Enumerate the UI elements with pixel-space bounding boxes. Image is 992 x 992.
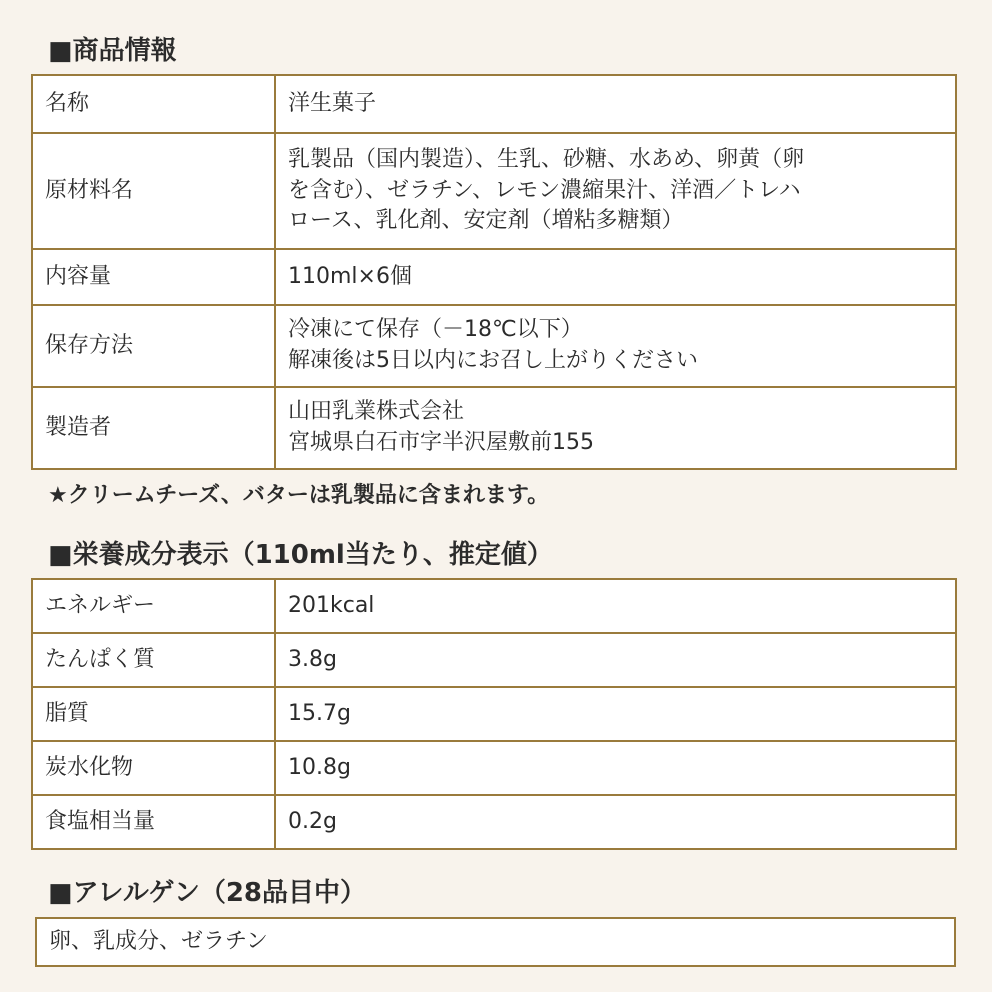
table-row: [32, 305, 956, 387]
table-row: [32, 249, 956, 305]
value-energy: 201kcal: [275, 579, 956, 633]
value-carbohydrate: 10.8g: [275, 741, 956, 795]
table-row: [32, 687, 956, 741]
table-row: [32, 133, 956, 249]
table-row: [32, 795, 956, 849]
label-manufacturer: 製造者: [32, 387, 275, 469]
value-manufacturer: 山田乳業株式会社 宮城県白石市字半沢屋敷前155: [275, 387, 956, 469]
nutrition-table: [31, 578, 957, 850]
table-row: [32, 633, 956, 687]
allergen-value: 卵、乳成分、ゼラチン: [49, 929, 268, 954]
value-fat: 15.7g: [275, 687, 956, 741]
label-carbohydrate: 炭水化物: [32, 741, 275, 795]
product-info-table: [31, 74, 957, 470]
value-ingredients: 乳製品（国内製造）、生乳、砂糖、水あめ、卵黄（卵 を含む）、ゼラチン、レモン濃縮果汁、洋酒／トレハ ロース、乳化剤、安定剤（増粘多糖類）: [275, 133, 956, 249]
product-info-heading: ■商品情報: [48, 36, 177, 66]
value-contents: 110ml×6個: [275, 249, 956, 305]
allergen-box: [35, 917, 956, 967]
label-name: 名称: [32, 75, 275, 133]
label-energy: エネルギー: [32, 579, 275, 633]
value-name: 洋生菓子: [275, 75, 956, 133]
label-protein: たんぱく質: [32, 633, 275, 687]
nutrition-heading: ■栄養成分表示（110ml当たり、推定値）: [48, 540, 553, 570]
label-salt: 食塩相当量: [32, 795, 275, 849]
table-row: [32, 387, 956, 469]
table-row: [32, 579, 956, 633]
value-storage: 冷凍にて保存（－18℃以下） 解凍後は5日以内にお召し上がりください: [275, 305, 956, 387]
dairy-note: ★クリームチーズ、バターは乳製品に含まれます。: [48, 483, 550, 508]
value-protein: 3.8g: [275, 633, 956, 687]
label-ingredients: 原材料名: [32, 133, 275, 249]
table-row: [32, 741, 956, 795]
label-contents: 内容量: [32, 249, 275, 305]
value-salt: 0.2g: [275, 795, 956, 849]
label-storage: 保存方法: [32, 305, 275, 387]
allergen-heading: ■アレルゲン（28品目中）: [48, 878, 367, 908]
label-fat: 脂質: [32, 687, 275, 741]
table-row: [32, 75, 956, 133]
